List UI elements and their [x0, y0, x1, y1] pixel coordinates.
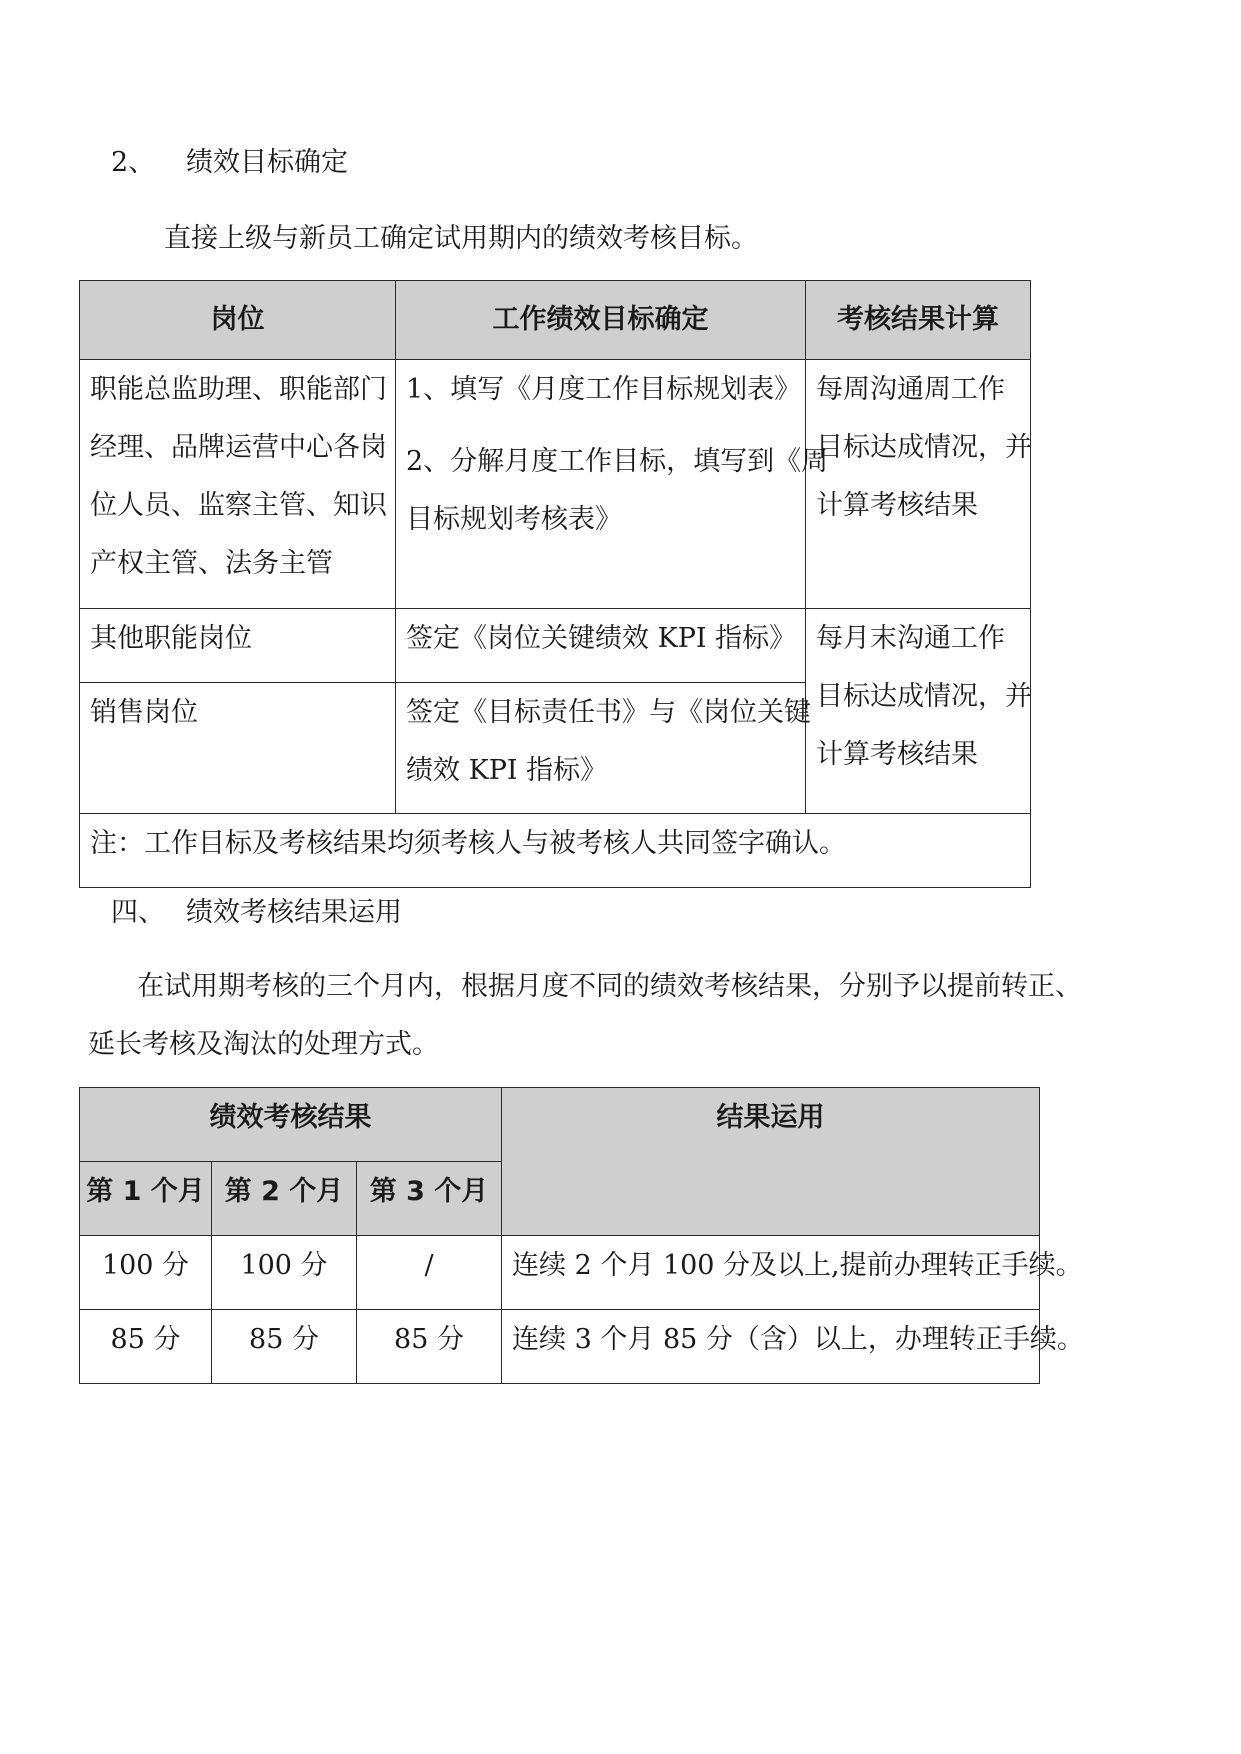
calc-cell	[806, 360, 1031, 609]
position-line: 产权主管、法务主管	[90, 548, 333, 579]
section-2-number: 2、	[111, 147, 156, 178]
goal-cell	[396, 609, 806, 683]
table-row	[80, 609, 1031, 683]
header-result-usage: 结果运用	[502, 1088, 1040, 1236]
goal-table	[79, 280, 1031, 888]
position-line: 其他职能岗位	[90, 623, 252, 654]
header-assessment-result: 绩效考核结果	[80, 1088, 502, 1162]
header-month-2: 第 2 个月	[212, 1162, 357, 1236]
position-cell	[80, 360, 396, 609]
table-row	[80, 360, 1031, 609]
result-usage-cell: 连续 2 个月 100 分及以上,提前办理转正手续。	[502, 1236, 1040, 1310]
goal-line: 1、填写《月度工作目标规划表》	[406, 374, 802, 405]
section-4-heading	[111, 898, 402, 928]
result-usage-cell: 连续 3 个月 85 分（含）以上，办理转正手续。	[502, 1310, 1040, 1384]
section-4-number: 四、	[111, 897, 165, 928]
goal-line: 目标规划考核表》	[406, 504, 622, 535]
table-row	[80, 1310, 1040, 1384]
month-3-score: 85 分	[357, 1310, 502, 1384]
calc-line: 目标达成情况，并	[816, 432, 1032, 463]
position-line: 位人员、监察主管、知识	[90, 490, 387, 521]
header-goal: 工作绩效目标确定	[396, 281, 806, 360]
header-calc: 考核结果计算	[806, 281, 1031, 360]
calc-line: 计算考核结果	[816, 490, 978, 521]
note-row	[80, 814, 1031, 888]
section-4-title: 绩效考核结果运用	[186, 897, 402, 928]
calc-line: 目标达成情况，并	[816, 681, 1032, 712]
goal-cell	[396, 683, 811, 814]
section-2-title: 绩效目标确定	[186, 147, 348, 178]
goal-line: 签定《目标责任书》与《岗位关键	[406, 697, 811, 728]
month-2-score: 100 分	[212, 1236, 357, 1310]
result-table-header-row	[80, 1088, 1040, 1162]
month-1-score: 85 分	[80, 1310, 212, 1384]
calc-line: 每月末沟通工作	[816, 623, 1005, 654]
header-month-3: 第 3 个月	[357, 1162, 502, 1236]
goal-line: 签定《岗位关键绩效 KPI 指标》	[406, 623, 797, 654]
header-month-1: 第 1 个月	[80, 1162, 212, 1236]
goal-cell	[396, 360, 829, 609]
header-position: 岗位	[80, 281, 396, 360]
note-cell	[80, 814, 1031, 888]
month-2-score: 85 分	[212, 1310, 357, 1384]
goal-table-header-row	[80, 281, 1031, 360]
table-note: 注：工作目标及考核结果均须考核人与被考核人共同签字确认。	[90, 828, 846, 859]
month-1-score: 100 分	[80, 1236, 212, 1310]
result-table	[79, 1087, 1084, 1384]
position-line: 销售岗位	[90, 697, 198, 728]
section-2-intro: 直接上级与新员工确定试用期内的绩效考核目标。	[164, 223, 758, 254]
position-line: 职能总监助理、职能部门	[90, 374, 387, 405]
position-cell	[80, 609, 396, 683]
section-4-intro-line2: 延长考核及淘汰的处理方式。	[88, 1029, 439, 1060]
position-cell	[80, 683, 396, 814]
shared-calc-cell	[806, 609, 1031, 814]
goal-line: 2、分解月度工作目标，填写到《周	[406, 446, 829, 477]
section-2-heading	[111, 148, 348, 178]
table-row	[80, 1236, 1040, 1310]
position-line: 经理、品牌运营中心各岗	[90, 432, 387, 463]
calc-line: 每周沟通周工作	[816, 374, 1005, 405]
section-4-intro-line1: 在试用期考核的三个月内，根据月度不同的绩效考核结果，分别予以提前转正、	[137, 971, 1082, 1002]
calc-line: 计算考核结果	[816, 739, 978, 770]
goal-line: 绩效 KPI 指标》	[406, 755, 608, 786]
month-3-score: /	[357, 1236, 502, 1310]
